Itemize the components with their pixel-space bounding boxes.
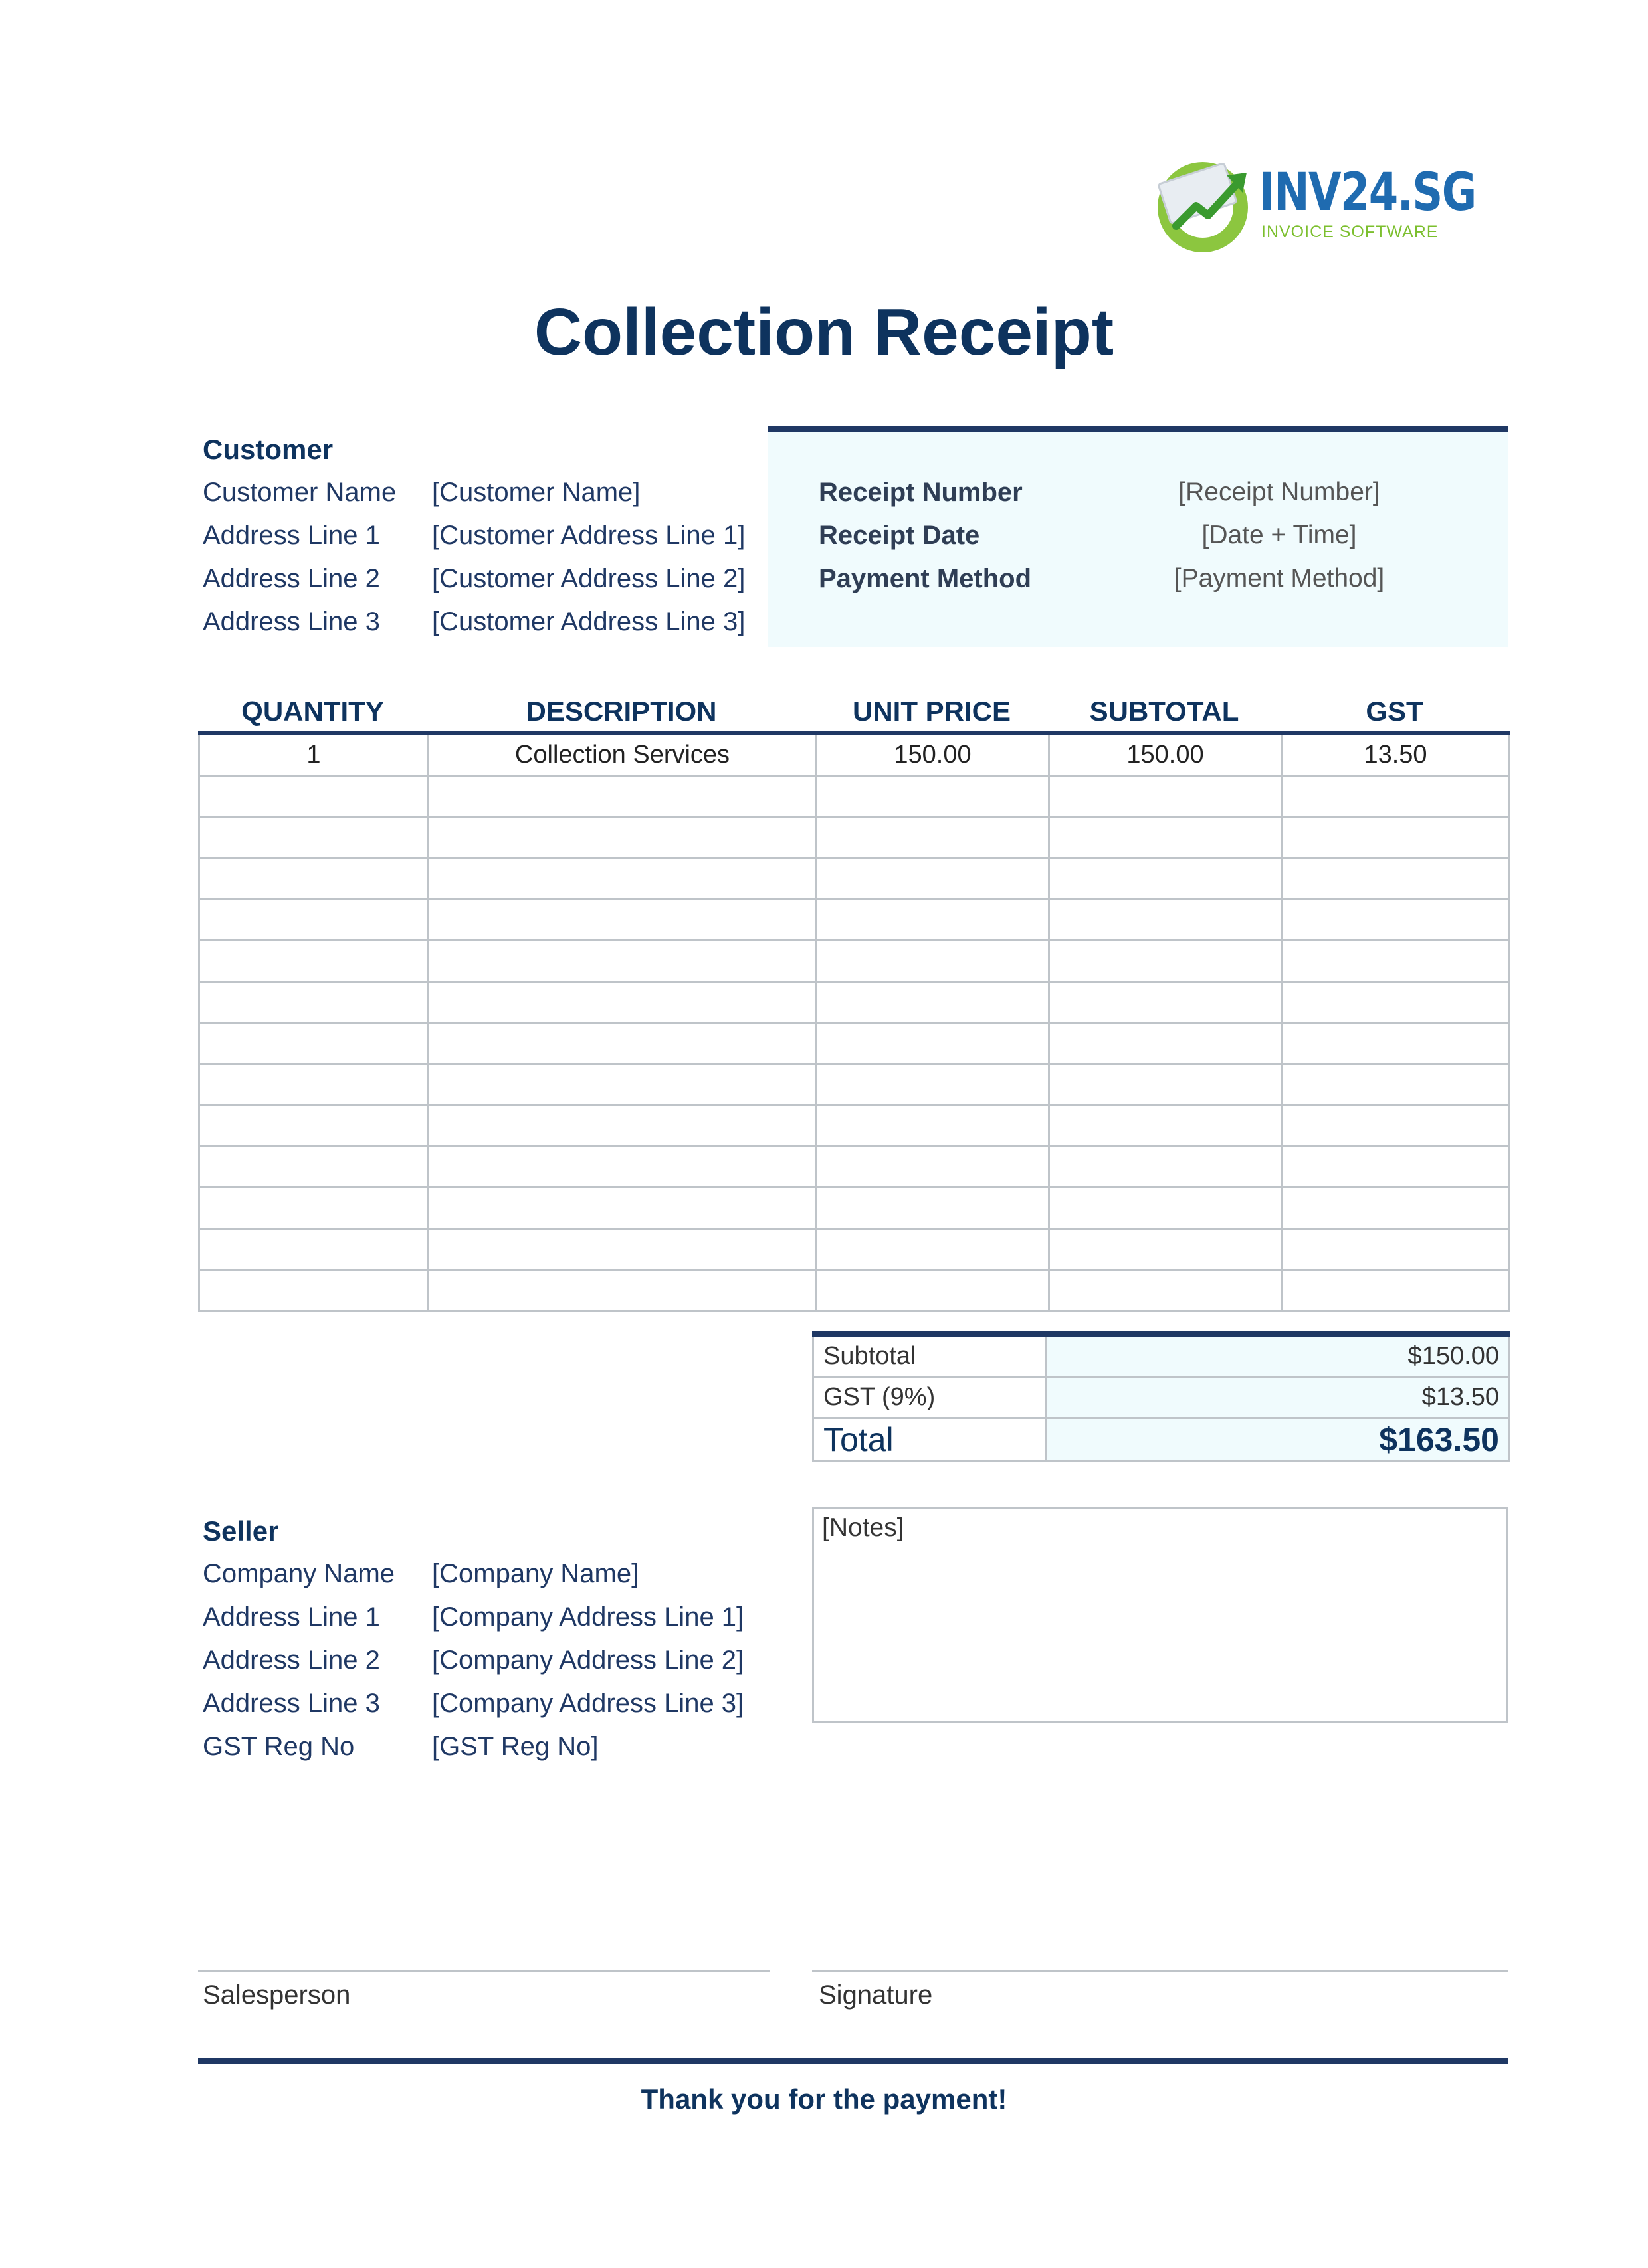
totals-table: [812, 1331, 1510, 1462]
empty-cell[interactable]: [429, 1188, 817, 1229]
seller-heading: Seller: [203, 1515, 279, 1547]
seller-label: Address Line 2: [203, 1646, 380, 1675]
empty-cell[interactable]: [1282, 1229, 1510, 1270]
table-row: [199, 941, 1510, 982]
empty-cell[interactable]: [199, 776, 429, 817]
empty-cell[interactable]: [429, 1023, 817, 1064]
receipt-date-value: [Date + Time]: [1201, 521, 1357, 549]
seller-label: Address Line 3: [203, 1689, 380, 1718]
gst-label: GST (9%): [813, 1377, 1046, 1418]
table-row: [199, 776, 1510, 817]
cell-unit-price: 150.00: [817, 733, 1049, 776]
customer-value: [Customer Name]: [432, 478, 641, 507]
subtotal-row: [813, 1334, 1510, 1377]
col-header-quantity: QUANTITY: [241, 696, 384, 727]
salesperson-label: Salesperson: [203, 1980, 351, 2010]
empty-cell[interactable]: [1282, 982, 1510, 1023]
gst-value: $13.50: [1046, 1377, 1510, 1418]
empty-cell[interactable]: [1282, 1023, 1510, 1064]
empty-cell[interactable]: [429, 858, 817, 899]
total-row: [813, 1418, 1510, 1462]
empty-cell[interactable]: [1282, 1064, 1510, 1105]
table-row: [199, 817, 1510, 858]
customer-value: [Customer Address Line 2]: [432, 564, 746, 593]
receipt-date-label: Receipt Date: [819, 521, 980, 550]
table-row: [199, 733, 1510, 776]
col-header-gst: GST: [1366, 696, 1423, 727]
empty-cell[interactable]: [1049, 1188, 1282, 1229]
empty-cell[interactable]: [1282, 941, 1510, 982]
empty-cell[interactable]: [199, 1147, 429, 1188]
empty-cell[interactable]: [1049, 1270, 1282, 1311]
empty-cell[interactable]: [1282, 817, 1510, 858]
receipt-number-value: [Receipt Number]: [1178, 478, 1380, 506]
col-header-description: DESCRIPTION: [526, 696, 717, 727]
seller-label: GST Reg No: [203, 1732, 355, 1761]
empty-cell[interactable]: [199, 1270, 429, 1311]
seller-label: Company Name: [203, 1559, 395, 1588]
empty-cell[interactable]: [429, 1229, 817, 1270]
line-items-table: [198, 731, 1510, 1312]
empty-cell[interactable]: [817, 982, 1049, 1023]
empty-cell[interactable]: [1049, 1105, 1282, 1147]
empty-cell[interactable]: [199, 817, 429, 858]
table-row: [199, 1105, 1510, 1147]
seller-value: [Company Address Line 3]: [432, 1689, 744, 1718]
customer-label: Customer Name: [203, 478, 397, 507]
salesperson-line: [198, 1970, 770, 1972]
empty-cell[interactable]: [429, 982, 817, 1023]
empty-cell[interactable]: [817, 941, 1049, 982]
empty-cell[interactable]: [1049, 858, 1282, 899]
empty-cell[interactable]: [199, 1188, 429, 1229]
gst-row: [813, 1377, 1510, 1418]
empty-cell[interactable]: [817, 1064, 1049, 1105]
empty-cell[interactable]: [817, 1229, 1049, 1270]
empty-cell[interactable]: [1282, 1105, 1510, 1147]
customer-label: Address Line 3: [203, 607, 380, 636]
table-row: [199, 1023, 1510, 1064]
col-header-unit-price: UNIT PRICE: [852, 696, 1011, 727]
empty-cell[interactable]: [817, 1270, 1049, 1311]
empty-cell[interactable]: [429, 1105, 817, 1147]
empty-cell[interactable]: [1049, 941, 1282, 982]
empty-cell[interactable]: [429, 1064, 817, 1105]
customer-label: Address Line 2: [203, 564, 380, 593]
logo-tagline: INVOICE SOFTWARE: [1261, 223, 1439, 241]
customer-label: Address Line 1: [203, 521, 380, 550]
empty-cell[interactable]: [1049, 1229, 1282, 1270]
empty-cell[interactable]: [199, 1023, 429, 1064]
receipt-number-label: Receipt Number: [819, 478, 1023, 507]
empty-cell[interactable]: [817, 1105, 1049, 1147]
empty-cell[interactable]: [429, 1270, 817, 1311]
empty-cell[interactable]: [817, 858, 1049, 899]
empty-cell[interactable]: [429, 899, 817, 941]
empty-cell[interactable]: [1282, 858, 1510, 899]
empty-cell[interactable]: [817, 817, 1049, 858]
customer-value: [Customer Address Line 1]: [432, 521, 746, 550]
empty-cell[interactable]: [817, 1023, 1049, 1064]
page-title: Collection Receipt: [534, 295, 1114, 369]
cell-gst: 13.50: [1282, 733, 1510, 776]
signature-line: [812, 1970, 1508, 1972]
empty-cell[interactable]: [429, 1147, 817, 1188]
empty-cell[interactable]: [817, 899, 1049, 941]
seller-label: Address Line 1: [203, 1602, 380, 1632]
table-row: [199, 982, 1510, 1023]
cell-description: Collection Services: [429, 733, 817, 776]
total-label: Total: [813, 1418, 1046, 1462]
empty-cell[interactable]: [817, 1188, 1049, 1229]
empty-cell[interactable]: [199, 1064, 429, 1105]
empty-cell[interactable]: [1049, 899, 1282, 941]
empty-cell[interactable]: [817, 776, 1049, 817]
table-row: [199, 1147, 1510, 1188]
empty-cell[interactable]: [1282, 1270, 1510, 1311]
table-row: [199, 1229, 1510, 1270]
thank-you-message: Thank you for the payment!: [641, 2083, 1007, 2115]
empty-cell[interactable]: [199, 982, 429, 1023]
empty-cell[interactable]: [1049, 1023, 1282, 1064]
seller-value: [Company Address Line 1]: [432, 1602, 744, 1632]
empty-cell[interactable]: [1049, 817, 1282, 858]
payment-method-value: [Payment Method]: [1174, 564, 1385, 593]
empty-cell[interactable]: [817, 1147, 1049, 1188]
col-header-subtotal: SUBTOTAL: [1089, 696, 1239, 727]
subtotal-label: Subtotal: [813, 1334, 1046, 1377]
empty-cell[interactable]: [1049, 1064, 1282, 1105]
empty-cell[interactable]: [429, 817, 817, 858]
empty-cell[interactable]: [1049, 776, 1282, 817]
table-row: [199, 858, 1510, 899]
empty-cell[interactable]: [199, 1105, 429, 1147]
customer-value: [Customer Address Line 3]: [432, 607, 746, 636]
cell-subtotal: 150.00: [1049, 733, 1282, 776]
empty-cell[interactable]: [1282, 1188, 1510, 1229]
empty-cell[interactable]: [429, 776, 817, 817]
notes-box[interactable]: [Notes]: [812, 1507, 1508, 1723]
empty-cell[interactable]: [1282, 1147, 1510, 1188]
empty-cell[interactable]: [1049, 1147, 1282, 1188]
empty-cell[interactable]: [429, 941, 817, 982]
table-row: [199, 899, 1510, 941]
footer-divider: [198, 2058, 1508, 2064]
cell-quantity: 1: [199, 733, 429, 776]
seller-value: [GST Reg No]: [432, 1732, 599, 1761]
table-row: [199, 1064, 1510, 1105]
customer-heading: Customer: [203, 434, 334, 465]
payment-method-label: Payment Method: [819, 564, 1032, 593]
table-row: [199, 1270, 1510, 1311]
total-value: $163.50: [1046, 1418, 1510, 1462]
seller-value: [Company Name]: [432, 1559, 639, 1588]
logo-brand-text: INV24.SG: [1259, 163, 1476, 223]
table-row: [199, 1188, 1510, 1229]
empty-cell[interactable]: [1049, 982, 1282, 1023]
empty-cell[interactable]: [199, 1229, 429, 1270]
empty-cell[interactable]: [199, 858, 429, 899]
subtotal-value: $150.00: [1046, 1334, 1510, 1377]
empty-cell[interactable]: [1282, 776, 1510, 817]
empty-cell[interactable]: [199, 899, 429, 941]
seller-value: [Company Address Line 2]: [432, 1646, 744, 1675]
empty-cell[interactable]: [1282, 899, 1510, 941]
empty-cell[interactable]: [199, 941, 429, 982]
signature-label: Signature: [819, 1980, 933, 2010]
